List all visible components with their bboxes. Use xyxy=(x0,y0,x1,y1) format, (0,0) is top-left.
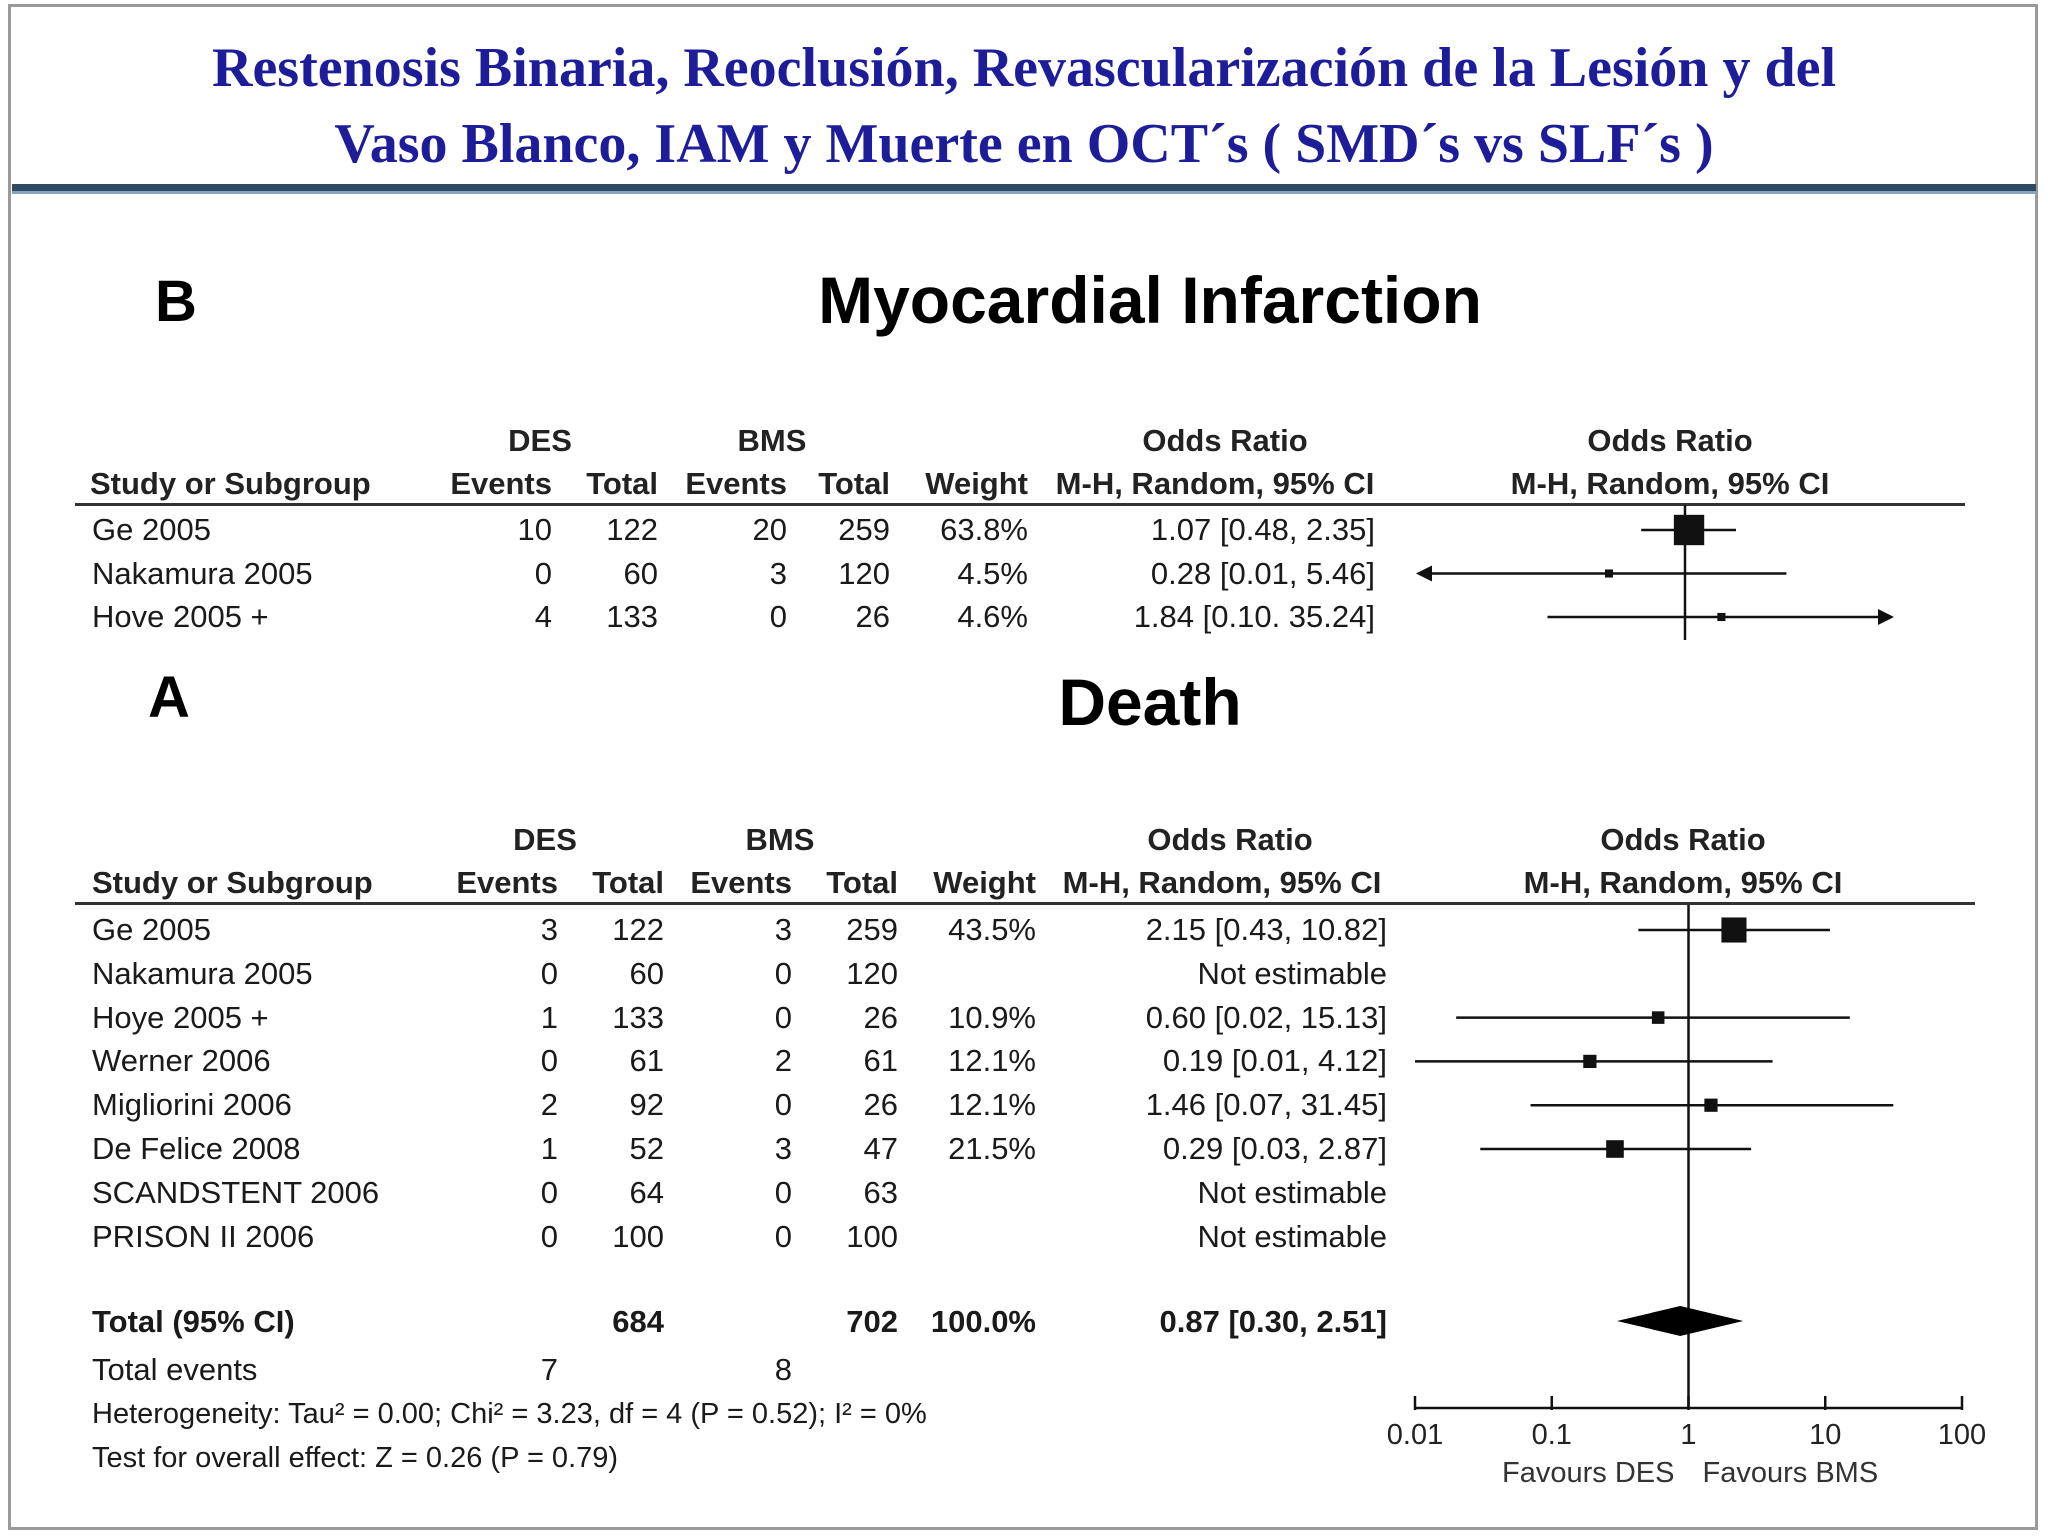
mi-bms-events: 20 xyxy=(752,512,787,547)
death-bms-total: 259 xyxy=(846,912,898,947)
mi-odds-ratio-ci: 1.07 [0.48, 2.35] xyxy=(1150,512,1375,547)
death-odds-ratio-ci: Not estimable xyxy=(1197,955,1387,991)
death-axis-tick-label: 0.1 xyxy=(1531,1419,1572,1451)
death-axis-tick-label: 10 xyxy=(1809,1419,1842,1451)
panel-b-letter: B xyxy=(155,269,197,334)
mi-bms-total: 26 xyxy=(855,599,890,634)
death-header-des-events: Events xyxy=(456,865,558,900)
mi-point-estimate xyxy=(1717,613,1725,621)
death-total-events-bms: 8 xyxy=(774,1352,792,1387)
death-point-estimate xyxy=(1704,1099,1717,1112)
death-total-events-label: Total events xyxy=(92,1352,258,1387)
mi-bms-total: 259 xyxy=(838,512,890,547)
death-study-name: De Felice 2008 xyxy=(92,1131,301,1166)
death-header-des-total: Total xyxy=(592,865,664,900)
death-des-total: 52 xyxy=(629,1131,664,1166)
death-total-label: Total (95% CI) xyxy=(92,1304,295,1339)
death-bms-events: 0 xyxy=(774,999,792,1035)
death-study-name: Nakamura 2005 xyxy=(92,955,313,991)
death-total-weight: 100.0% xyxy=(930,1304,1036,1339)
death-weight: 12.1% xyxy=(948,1043,1036,1079)
overall-effect-text: Test for overall effect: Z = 0.26 (P = 0.79) xyxy=(92,1442,619,1474)
death-axis-tick-label: 1 xyxy=(1680,1419,1697,1451)
mi-header-plot-bottom: M-H, Random, 95% CI xyxy=(1510,466,1830,501)
death-study-name: Ge 2005 xyxy=(92,912,211,947)
death-weight: 12.1% xyxy=(948,1087,1036,1123)
death-odds-ratio-ci: Not estimable xyxy=(1197,1218,1387,1254)
death-study-name: Migliorini 2006 xyxy=(92,1087,292,1123)
mi-point-estimate xyxy=(1605,569,1613,577)
death-axis-tick-label: 0.01 xyxy=(1386,1419,1444,1451)
death-bms-events: 3 xyxy=(774,1131,792,1166)
slide-title-line-2: Vaso Blanco, IAM y Muerte en OCT´s ( SMD´s vs SLF´s ) xyxy=(334,113,1714,175)
death-total-events-des: 7 xyxy=(540,1352,558,1387)
mi-weight: 4.5% xyxy=(957,555,1028,591)
mi-des-total: 60 xyxy=(623,555,658,591)
death-bms-events: 0 xyxy=(774,1218,792,1254)
death-des-events: 2 xyxy=(540,1087,558,1123)
death-bms-events: 2 xyxy=(774,1043,792,1079)
mi-header-des: DES xyxy=(508,423,572,458)
death-total-ci: 0.87 [0.30, 2.51] xyxy=(1159,1304,1387,1339)
mi-header-des-total: Total xyxy=(586,466,658,501)
death-des-events: 0 xyxy=(540,1043,558,1079)
mi-header-plot-top: Odds Ratio xyxy=(1587,423,1753,458)
mi-des-events: 0 xyxy=(534,555,552,591)
death-odds-ratio-ci: 0.19 [0.01, 4.12] xyxy=(1162,1043,1387,1079)
death-header-bms: BMS xyxy=(745,822,815,857)
mi-ci-arrow-right xyxy=(1878,609,1894,625)
mi-header-bms: BMS xyxy=(737,423,807,458)
mi-odds-ratio-ci: 0.28 [0.01, 5.46] xyxy=(1150,555,1375,591)
mi-header-study: Study or Subgroup xyxy=(90,466,371,501)
death-odds-ratio-ci: 1.46 [0.07, 31.45] xyxy=(1145,1087,1387,1123)
mi-des-total: 122 xyxy=(606,512,658,547)
mi-header-or-bottom: M-H, Random, 95% CI xyxy=(1055,466,1375,501)
death-point-estimate xyxy=(1721,917,1746,942)
death-total-diamond xyxy=(1617,1306,1743,1336)
slide-title-line-1: Restenosis Binaria, Reoclusión, Revascularización de la Lesión y del xyxy=(212,37,1836,99)
mi-bms-events: 0 xyxy=(769,599,787,634)
death-header-or-bottom: M-H, Random, 95% CI xyxy=(1062,865,1382,900)
mi-study-name: Hove 2005 + xyxy=(92,599,269,634)
death-study-name: Werner 2006 xyxy=(92,1043,271,1079)
death-des-total: 64 xyxy=(629,1174,664,1210)
death-des-total: 60 xyxy=(629,955,664,991)
mi-header-or-top: Odds Ratio xyxy=(1142,423,1308,458)
heterogeneity-text: Heterogeneity: Tau² = 0.00; Chi² = 3.23, df = 4 (P = 0.52); I² = 0% xyxy=(92,1398,927,1430)
death-bms-total: 26 xyxy=(863,1087,898,1123)
death-des-total: 122 xyxy=(612,912,664,947)
mi-bms-events: 3 xyxy=(769,555,787,591)
mi-point-estimate xyxy=(1674,515,1704,545)
death-bms-events: 0 xyxy=(774,955,792,991)
mi-study-name: Ge 2005 xyxy=(92,512,211,547)
death-weight: 10.9% xyxy=(948,999,1036,1035)
death-point-estimate xyxy=(1606,1140,1624,1158)
death-des-total: 61 xyxy=(629,1043,664,1079)
mi-ci-arrow-left xyxy=(1416,566,1432,582)
death-header-or-top: Odds Ratio xyxy=(1147,822,1313,857)
death-bms-total: 100 xyxy=(846,1218,898,1254)
death-header-bms-total: Total xyxy=(826,865,898,900)
death-des-events: 0 xyxy=(540,1218,558,1254)
death-bms-total: 61 xyxy=(863,1043,898,1079)
death-bms-events: 0 xyxy=(774,1174,792,1210)
death-header-weight: Weight xyxy=(933,865,1036,900)
death-favours-des-label: Favours DES xyxy=(1502,1457,1675,1489)
death-header-des: DES xyxy=(513,822,577,857)
death-total-des: 684 xyxy=(612,1304,664,1339)
death-des-total: 100 xyxy=(612,1218,664,1254)
panel-a-letter: A xyxy=(148,665,190,730)
death-header-study: Study or Subgroup xyxy=(92,865,373,900)
death-study-name: PRISON II 2006 xyxy=(92,1218,315,1254)
death-des-total: 92 xyxy=(629,1087,664,1123)
death-bms-total: 120 xyxy=(846,955,898,991)
mi-weight: 4.6% xyxy=(957,599,1028,634)
death-favours-bms-label: Favours BMS xyxy=(1702,1457,1879,1489)
mi-study-name: Nakamura 2005 xyxy=(92,555,313,591)
death-bms-total: 47 xyxy=(863,1131,898,1166)
death-des-events: 3 xyxy=(540,912,558,947)
death-point-estimate xyxy=(1652,1011,1665,1024)
death-study-name: Hoye 2005 + xyxy=(92,999,269,1035)
death-weight: 21.5% xyxy=(948,1131,1036,1166)
mi-bms-total: 120 xyxy=(838,555,890,591)
mi-header-weight: Weight xyxy=(925,466,1028,501)
death-axis-tick-label: 100 xyxy=(1937,1419,1987,1451)
death-header-bms-events: Events xyxy=(690,865,792,900)
death-bms-total: 26 xyxy=(863,999,898,1035)
death-bms-total: 63 xyxy=(863,1174,898,1210)
death-header-plot-top: Odds Ratio xyxy=(1600,822,1766,857)
death-odds-ratio-ci: 0.29 [0.03, 2.87] xyxy=(1162,1131,1387,1166)
death-odds-ratio-ci: 2.15 [0.43, 10.82] xyxy=(1145,912,1387,947)
mi-des-total: 133 xyxy=(606,599,658,634)
mi-header-bms-events: Events xyxy=(685,466,787,501)
mi-des-events: 4 xyxy=(534,599,552,634)
death-point-estimate xyxy=(1583,1055,1596,1068)
death-des-events: 0 xyxy=(540,955,558,991)
panel-a-title: Death xyxy=(1058,665,1242,739)
death-des-events: 1 xyxy=(540,999,558,1035)
death-des-total: 133 xyxy=(612,999,664,1035)
mi-header-des-events: Events xyxy=(450,466,552,501)
death-odds-ratio-ci: 0.60 [0.02, 15.13] xyxy=(1145,999,1387,1035)
mi-header-bms-total: Total xyxy=(818,466,890,501)
panel-b-title: Myocardial Infarction xyxy=(818,263,1482,337)
death-header-plot-bottom: M-H, Random, 95% CI xyxy=(1523,865,1843,900)
death-odds-ratio-ci: Not estimable xyxy=(1197,1174,1387,1210)
death-bms-events: 0 xyxy=(774,1087,792,1123)
death-weight: 43.5% xyxy=(948,912,1036,947)
mi-weight: 63.8% xyxy=(940,512,1028,547)
mi-des-events: 10 xyxy=(517,512,552,547)
death-des-events: 1 xyxy=(540,1131,558,1166)
death-bms-events: 3 xyxy=(774,912,792,947)
death-des-events: 0 xyxy=(540,1174,558,1210)
mi-odds-ratio-ci: 1.84 [0.10. 35.24] xyxy=(1133,599,1375,634)
death-study-name: SCANDSTENT 2006 xyxy=(92,1174,380,1210)
death-total-bms: 702 xyxy=(846,1304,898,1339)
